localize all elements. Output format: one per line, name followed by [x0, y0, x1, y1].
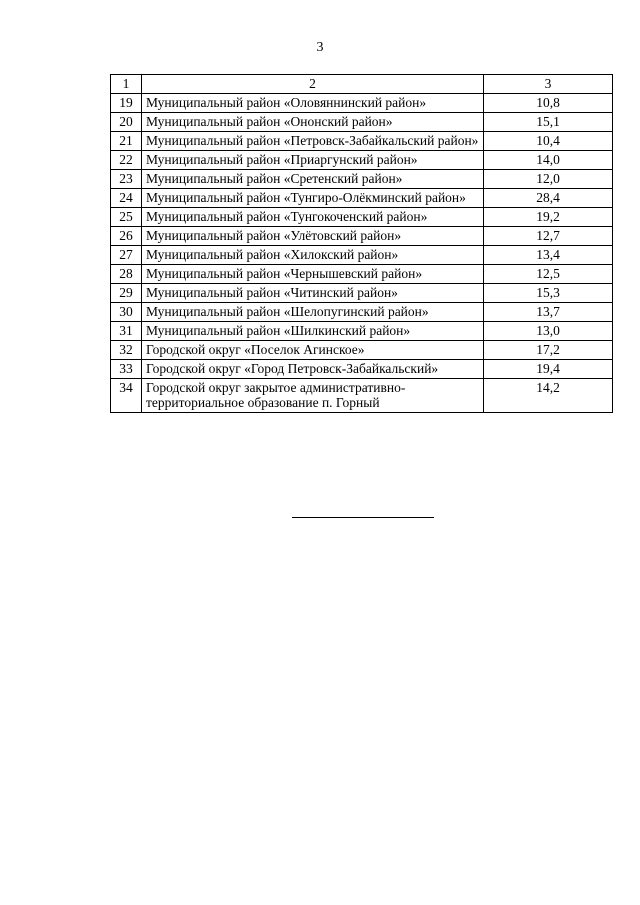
row-number: 28 [111, 265, 142, 284]
table-row [111, 189, 613, 208]
table-row [111, 379, 613, 413]
row-number: 32 [111, 341, 142, 360]
row-name: Муниципальный район «Петровск-Забайкальский район» [142, 132, 484, 151]
row-number: 21 [111, 132, 142, 151]
table-row [111, 113, 613, 132]
table-row [111, 132, 613, 151]
row-value: 17,2 [484, 341, 613, 360]
table-row [111, 265, 613, 284]
row-name: Муниципальный район «Приаргунский район» [142, 151, 484, 170]
row-value: 12,5 [484, 265, 613, 284]
row-name: Муниципальный район «Тунгиро-Олёкминский район» [142, 189, 484, 208]
column-header-name: 2 [142, 75, 484, 94]
row-name: Муниципальный район «Оловяннинский район» [142, 94, 484, 113]
column-header-number: 1 [111, 75, 142, 94]
row-name: Муниципальный район «Сретенский район» [142, 170, 484, 189]
row-number: 20 [111, 113, 142, 132]
row-number: 25 [111, 208, 142, 227]
row-number: 23 [111, 170, 142, 189]
row-name: Муниципальный район «Ононский район» [142, 113, 484, 132]
table-row [111, 341, 613, 360]
table-row [111, 94, 613, 113]
row-name: Городской округ «Город Петровск-Забайкальский» [142, 360, 484, 379]
table-row [111, 227, 613, 246]
row-number: 29 [111, 284, 142, 303]
row-name: Муниципальный район «Улётовский район» [142, 227, 484, 246]
footer-divider [292, 517, 434, 518]
column-header-value: 3 [484, 75, 613, 94]
table-header-row [111, 75, 613, 94]
row-name: Муниципальный район «Шилкинский район» [142, 322, 484, 341]
table-row [111, 303, 613, 322]
table-row [111, 208, 613, 227]
row-value: 15,1 [484, 113, 613, 132]
row-name: Муниципальный район «Чернышевский район» [142, 265, 484, 284]
row-name: Муниципальный район «Шелопугинский район» [142, 303, 484, 322]
row-value: 19,4 [484, 360, 613, 379]
row-number: 33 [111, 360, 142, 379]
row-value: 13,0 [484, 322, 613, 341]
table-row [111, 284, 613, 303]
row-number: 19 [111, 94, 142, 113]
row-number: 27 [111, 246, 142, 265]
table-body [111, 94, 613, 413]
table-row [111, 360, 613, 379]
row-number: 24 [111, 189, 142, 208]
row-value: 10,8 [484, 94, 613, 113]
table-row [111, 151, 613, 170]
row-value: 28,4 [484, 189, 613, 208]
row-name: Муниципальный район «Хилокский район» [142, 246, 484, 265]
row-name: Городской округ «Поселок Агинское» [142, 341, 484, 360]
row-number: 22 [111, 151, 142, 170]
row-number: 34 [111, 379, 142, 413]
row-name: Муниципальный район «Тунгокоченский район» [142, 208, 484, 227]
data-table [110, 74, 613, 413]
row-value: 12,7 [484, 227, 613, 246]
table-row [111, 246, 613, 265]
row-value: 14,0 [484, 151, 613, 170]
row-value: 14,2 [484, 379, 613, 413]
row-number: 30 [111, 303, 142, 322]
row-value: 13,4 [484, 246, 613, 265]
row-name: Городской округ закрытое административно-территориальное образование п. Горный [142, 379, 484, 413]
row-value: 12,0 [484, 170, 613, 189]
table-row [111, 322, 613, 341]
row-value: 19,2 [484, 208, 613, 227]
page-number: 3 [316, 40, 324, 55]
row-value: 13,7 [484, 303, 613, 322]
row-number: 31 [111, 322, 142, 341]
row-name: Муниципальный район «Читинский район» [142, 284, 484, 303]
row-number: 26 [111, 227, 142, 246]
table-row [111, 170, 613, 189]
row-value: 15,3 [484, 284, 613, 303]
row-value: 10,4 [484, 132, 613, 151]
